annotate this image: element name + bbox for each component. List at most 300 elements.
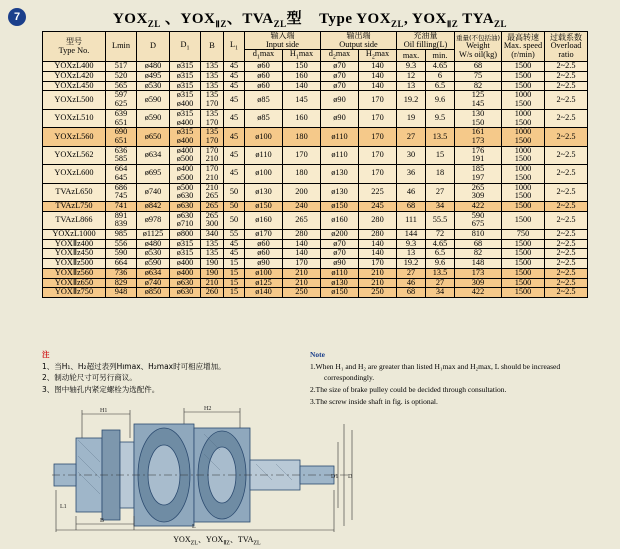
cell-dmax_out: ø70	[321, 62, 359, 72]
cell-speed: 1500	[502, 211, 545, 229]
cell-omax: 68	[397, 288, 426, 298]
cell-h2max: 170	[359, 146, 397, 164]
cell-b: 135	[201, 81, 224, 91]
cell-l1: 50	[224, 211, 245, 229]
cell-b: 210	[201, 278, 224, 288]
cell-d1: ø400 ø500	[170, 165, 201, 183]
cell-d: ø740	[137, 183, 170, 201]
cell-d: ø530	[137, 81, 170, 91]
table-row	[43, 109, 588, 127]
header-row-1	[43, 32, 588, 50]
cell-over: 2~2.5	[545, 268, 588, 278]
cell-h1max: 140	[283, 239, 321, 249]
cell-w: 590 675	[455, 211, 502, 229]
cell-w: 422	[455, 201, 502, 211]
cell-d1: ø315 ø400	[170, 91, 201, 109]
cell-over: 2~2.5	[545, 230, 588, 240]
cell-speed: 1500	[502, 268, 545, 278]
cell-l1: 50	[224, 201, 245, 211]
cell-l1: 15	[224, 259, 245, 269]
note-cn-2: 2、制动轮尺寸可另行商议。	[42, 373, 137, 383]
cell-w: 68	[455, 62, 502, 72]
th-h2max: $H_2\max$	[359, 50, 397, 62]
cell-l1: 45	[224, 146, 245, 164]
th-oil-max: max.	[397, 50, 426, 62]
cell-h2max: 140	[359, 239, 397, 249]
cell-b: 170 210	[201, 165, 224, 183]
cell-speed: 1500	[502, 81, 545, 91]
cell-dmax_in: ø100	[245, 268, 283, 278]
cell-b: 190	[201, 268, 224, 278]
cell-dmax_out: ø150	[321, 201, 359, 211]
cell-dmax_in: ø130	[245, 183, 283, 201]
cell-dmax_out: ø200	[321, 230, 359, 240]
cell-omax: 9.3	[397, 239, 426, 249]
cell-l1: 15	[224, 288, 245, 298]
cell-dmax_out: ø90	[321, 91, 359, 109]
cell-w: 75	[455, 72, 502, 82]
cell-lmin: 690 651	[106, 128, 137, 146]
cell-l1: 50	[224, 183, 245, 201]
cell-speed: 1000 1500	[502, 146, 545, 164]
cell-omin: 27	[426, 278, 455, 288]
cell-h1max: 210	[283, 278, 321, 288]
cell-dmax_out: ø130	[321, 278, 359, 288]
cell-dmax_out: ø70	[321, 239, 359, 249]
cell-over: 2~2.5	[545, 288, 588, 298]
cell-dmax_in: ø160	[245, 211, 283, 229]
cell-lmin: 664	[106, 259, 137, 269]
spec-table	[42, 31, 588, 298]
cell-model: YOXⅡz750	[43, 288, 106, 298]
cell-model: YOXzL600	[43, 165, 106, 183]
cell-d: ø480	[137, 62, 170, 72]
th-speed-unit: (r/min)	[511, 50, 535, 60]
cell-dmax_out: ø70	[321, 72, 359, 82]
cell-h1max: 140	[283, 81, 321, 91]
cell-l1: 45	[224, 239, 245, 249]
cell-model: YOXzL450	[43, 81, 106, 91]
th-model	[43, 32, 106, 62]
cell-omin: 9.5	[426, 109, 455, 127]
cell-omax: 27	[397, 128, 426, 146]
cell-d: ø530	[137, 249, 170, 259]
cell-dmax_in: ø150	[245, 201, 283, 211]
cell-b: 135	[201, 239, 224, 249]
cell-h2max: 170	[359, 165, 397, 183]
th-model-cn: 型号	[66, 36, 82, 46]
cell-dmax_out: ø110	[321, 128, 359, 146]
cell-d: ø978	[137, 211, 170, 229]
cell-model: YOXzL1000	[43, 230, 106, 240]
th-b: B	[201, 32, 224, 62]
cell-over: 2~2.5	[545, 165, 588, 183]
cell-h1max: 180	[283, 165, 321, 183]
note-en-1: 1.When H₁ and H₂ are greater than listed H₁max and H₂max, L should be increased correspondingly.	[310, 361, 561, 383]
cell-omax: 144	[397, 230, 426, 240]
cell-model: YOXzL562	[43, 146, 106, 164]
cell-l1: 45	[224, 128, 245, 146]
cell-over: 2~2.5	[545, 146, 588, 164]
th-input-side	[245, 32, 321, 50]
cell-h2max: 140	[359, 81, 397, 91]
cell-w: 810	[455, 230, 502, 240]
cell-d1: ø315	[170, 81, 201, 91]
cell-d1: ø630 ø710	[170, 211, 201, 229]
cell-model: TVAzL750	[43, 201, 106, 211]
cell-d: ø495	[137, 72, 170, 82]
cell-dmax_in: ø60	[245, 72, 283, 82]
cell-dmax_out: ø150	[321, 288, 359, 298]
cell-d: ø590	[137, 109, 170, 127]
cell-over: 2~2.5	[545, 81, 588, 91]
th-weight	[455, 32, 502, 62]
cell-h1max: 180	[283, 128, 321, 146]
cell-dmax_in: ø85	[245, 91, 283, 109]
cell-h1max: 280	[283, 230, 321, 240]
cell-d1: ø315	[170, 72, 201, 82]
cell-speed: 1500	[502, 259, 545, 269]
figure-caption: $YOX_{ZL}$、$YOX_{ⅡZ}$、$TVA_{ZL}$	[173, 535, 261, 547]
cell-model: YOXzL560	[43, 128, 106, 146]
th-output-en: Output side	[339, 39, 378, 49]
table-row	[43, 268, 588, 278]
cell-w: 265 309	[455, 183, 502, 201]
note-label-en: Note	[310, 350, 325, 359]
cell-omax: 68	[397, 201, 426, 211]
cell-b: 340	[201, 230, 224, 240]
cell-h1max: 150	[283, 62, 321, 72]
cell-dmax_out: ø90	[321, 109, 359, 127]
cell-h1max: 265	[283, 211, 321, 229]
th-d1max: $d_1\max$	[245, 50, 283, 62]
cell-h1max: 210	[283, 268, 321, 278]
cell-speed: 1000 1500	[502, 183, 545, 201]
cell-speed: 1000 1500	[502, 109, 545, 127]
table-row	[43, 288, 588, 298]
cell-lmin: 556	[106, 239, 137, 249]
cell-over: 2~2.5	[545, 128, 588, 146]
table-row	[43, 183, 588, 201]
cell-h1max: 250	[283, 288, 321, 298]
cell-h2max: 210	[359, 278, 397, 288]
label-h1: H1	[100, 408, 108, 414]
cell-h2max: 170	[359, 128, 397, 146]
label-h2: H2	[204, 406, 212, 412]
table-row	[43, 128, 588, 146]
cell-d1: ø630	[170, 288, 201, 298]
cell-w: 173	[455, 268, 502, 278]
cell-speed: 1000 1500	[502, 91, 545, 109]
cell-l1: 45	[224, 165, 245, 183]
cell-h2max: 140	[359, 62, 397, 72]
th-oil-cn: 充油量	[413, 31, 438, 40]
cell-omin: 34	[426, 288, 455, 298]
cell-dmax_out: ø70	[321, 81, 359, 91]
cell-l1: 15	[224, 268, 245, 278]
cell-model: YOXⅡz560	[43, 268, 106, 278]
cell-b: 135	[201, 62, 224, 72]
th-oil-min: min.	[426, 50, 455, 62]
cell-h2max: 170	[359, 91, 397, 109]
cell-omax: 46	[397, 183, 426, 201]
cell-omax: 19.2	[397, 91, 426, 109]
cell-lmin: 565	[106, 81, 137, 91]
cell-w: 185 197	[455, 165, 502, 183]
label-d1: D1	[331, 474, 339, 480]
cell-d1: ø500 ø630	[170, 183, 201, 201]
cell-d1: ø315 ø400	[170, 109, 201, 127]
cell-d1: ø400	[170, 268, 201, 278]
page-title	[0, 7, 620, 30]
cell-h2max: 225	[359, 183, 397, 201]
cell-model: YOXⅡz650	[43, 278, 106, 288]
cell-over: 2~2.5	[545, 201, 588, 211]
cell-d: ø695	[137, 165, 170, 183]
cell-speed: 1500	[502, 239, 545, 249]
cell-b: 260	[201, 288, 224, 298]
cell-h1max: 140	[283, 249, 321, 259]
cell-omin: 72	[426, 230, 455, 240]
cell-dmax_out: ø110	[321, 268, 359, 278]
cell-l1: 45	[224, 72, 245, 82]
cell-lmin: 736	[106, 268, 137, 278]
th-weight-cn: 重量(不包括油)	[455, 33, 501, 42]
cell-lmin: 948	[106, 288, 137, 298]
cell-h1max: 145	[283, 91, 321, 109]
cell-h2max: 280	[359, 211, 397, 229]
cell-omax: 9.3	[397, 62, 426, 72]
cell-d: ø850	[137, 288, 170, 298]
cell-w: 176 191	[455, 146, 502, 164]
table-row	[43, 211, 588, 229]
spec-table-head	[43, 32, 588, 62]
cell-lmin: 517	[106, 62, 137, 72]
cell-d: ø634	[137, 268, 170, 278]
cell-d: ø480	[137, 239, 170, 249]
cell-b: 265	[201, 201, 224, 211]
label-d: D	[348, 474, 353, 480]
cell-omax: 30	[397, 146, 426, 164]
cell-dmax_out: ø70	[321, 249, 359, 259]
cell-dmax_out: ø130	[321, 183, 359, 201]
cell-d: ø842	[137, 201, 170, 211]
cell-d1: ø315	[170, 62, 201, 72]
cell-dmax_in: ø100	[245, 165, 283, 183]
cell-over: 2~2.5	[545, 183, 588, 201]
cell-omin: 55.5	[426, 211, 455, 229]
spec-table-body	[43, 62, 588, 298]
page-number: 7	[8, 8, 26, 26]
cell-omax: 12	[397, 72, 426, 82]
cell-omin: 6	[426, 72, 455, 82]
th-weight-en: Weight	[466, 41, 490, 51]
label-l1: L1	[60, 504, 67, 510]
cell-lmin: 664 645	[106, 165, 137, 183]
cell-omin: 15	[426, 146, 455, 164]
th-overload-cn: 过载系数	[550, 32, 582, 42]
cell-speed: 750	[502, 230, 545, 240]
th-model-en: Type No.	[58, 45, 90, 55]
cell-b: 135 170	[201, 91, 224, 109]
cell-omin: 13.5	[426, 268, 455, 278]
cell-over: 2~2.5	[545, 91, 588, 109]
cell-model: YOXⅡz500	[43, 259, 106, 269]
cell-d1: ø315	[170, 239, 201, 249]
cell-model: TVAzL866	[43, 211, 106, 229]
cell-model: TVAzL650	[43, 183, 106, 201]
cell-h1max: 200	[283, 183, 321, 201]
cell-dmax_in: ø110	[245, 146, 283, 164]
cell-lmin: 597 625	[106, 91, 137, 109]
cell-h1max: 170	[283, 259, 321, 269]
cell-dmax_in: ø60	[245, 239, 283, 249]
table-row	[43, 230, 588, 240]
cell-lmin: 520	[106, 72, 137, 82]
th-d1: $D_1$	[170, 32, 201, 62]
cell-omin: 4.65	[426, 239, 455, 249]
cell-omin: 13.5	[426, 128, 455, 146]
cell-speed: 1000 1500	[502, 128, 545, 146]
cell-over: 2~2.5	[545, 109, 588, 127]
cell-lmin: 590	[106, 249, 137, 259]
table-row	[43, 201, 588, 211]
note-en-2: 2.The size of brake pulley could be decided through consultation.	[310, 384, 507, 394]
cell-dmax_in: ø125	[245, 278, 283, 288]
cell-b: 135	[201, 249, 224, 259]
cell-over: 2~2.5	[545, 239, 588, 249]
cell-l1: 45	[224, 62, 245, 72]
cell-dmax_in: ø170	[245, 230, 283, 240]
cell-omax: 13	[397, 249, 426, 259]
cell-omin: 27	[426, 183, 455, 201]
cell-b: 265 300	[201, 211, 224, 229]
cell-omin: 6.5	[426, 249, 455, 259]
cell-speed: 1500	[502, 249, 545, 259]
cell-l1: 15	[224, 278, 245, 288]
cell-lmin: 639 651	[106, 109, 137, 127]
cell-w: 309	[455, 278, 502, 288]
cell-dmax_in: ø60	[245, 81, 283, 91]
th-d2max: $d_2\max$	[321, 50, 359, 62]
cell-h2max: 170	[359, 259, 397, 269]
cell-speed: 1500	[502, 201, 545, 211]
cell-d1: ø400	[170, 259, 201, 269]
cell-speed: 1500	[502, 62, 545, 72]
cell-omin: 4.65	[426, 62, 455, 72]
cell-l1: 55	[224, 230, 245, 240]
th-h1max: $H_1\max$	[283, 50, 321, 62]
cell-d1: ø630	[170, 278, 201, 288]
cell-d: ø634	[137, 146, 170, 164]
cell-dmax_in: ø85	[245, 109, 283, 127]
cell-w: 82	[455, 81, 502, 91]
cell-model: YOXzL510	[43, 109, 106, 127]
table-row	[43, 146, 588, 164]
note-cn-3: 3、图中轴孔内紧定螺栓为选配件。	[42, 384, 160, 394]
table-row	[43, 259, 588, 269]
cell-h1max: 170	[283, 146, 321, 164]
cell-omax: 111	[397, 211, 426, 229]
cell-w: 148	[455, 259, 502, 269]
cell-dmax_out: ø90	[321, 259, 359, 269]
th-lmin: Lmin	[106, 32, 137, 62]
label-b: B	[100, 518, 105, 524]
th-weight-unit: W/s oil(kg)	[458, 50, 498, 60]
cell-dmax_in: ø60	[245, 249, 283, 259]
cell-d1: ø800	[170, 230, 201, 240]
cell-model: YOXzL420	[43, 72, 106, 82]
cell-h1max: 160	[283, 109, 321, 127]
cell-w: 82	[455, 249, 502, 259]
cell-omax: 19.2	[397, 259, 426, 269]
th-oil-en: Oil filling(L)	[403, 39, 448, 49]
table-row	[43, 91, 588, 109]
cell-speed: 1500	[502, 288, 545, 298]
th-input-cn: 输入端	[270, 31, 295, 40]
th-overload-en: Overload ratio	[550, 41, 582, 60]
cell-w: 422	[455, 288, 502, 298]
cell-dmax_out: ø130	[321, 165, 359, 183]
cell-over: 2~2.5	[545, 278, 588, 288]
cell-l1: 45	[224, 81, 245, 91]
cell-d1: ø400 ø500	[170, 146, 201, 164]
cell-omin: 9.6	[426, 259, 455, 269]
cell-dmax_in: ø100	[245, 128, 283, 146]
cell-l1: 45	[224, 249, 245, 259]
page-title-en: Type $YOX_{ZL}$, $YOX_{ⅡZ}$ $TYA_{ZL}$	[319, 11, 508, 29]
cell-b: 170 210	[201, 146, 224, 164]
th-speed	[502, 32, 545, 62]
cell-dmax_out: ø110	[321, 146, 359, 164]
cell-l1: 45	[224, 91, 245, 109]
cell-over: 2~2.5	[545, 211, 588, 229]
cell-lmin: 741	[106, 201, 137, 211]
cell-lmin: 985	[106, 230, 137, 240]
coupling-drawing	[52, 404, 382, 534]
cell-lmin: 829	[106, 278, 137, 288]
cell-omin: 6.5	[426, 81, 455, 91]
cell-b: 135 170	[201, 109, 224, 127]
cell-h1max: 160	[283, 72, 321, 82]
cell-l1: 45	[224, 109, 245, 127]
cell-lmin: 636 585	[106, 146, 137, 164]
cell-w: 125 145	[455, 91, 502, 109]
cell-speed: 1500	[502, 72, 545, 82]
note-label-cn: 注	[42, 350, 50, 359]
cell-d: ø1125	[137, 230, 170, 240]
cell-h2max: 250	[359, 288, 397, 298]
note-en-3: 3.The screw inside shaft in fig. is optional.	[310, 396, 438, 406]
cell-over: 2~2.5	[545, 249, 588, 259]
cell-model: YOXzL500	[43, 91, 106, 109]
cell-over: 2~2.5	[545, 72, 588, 82]
cell-model: YOXⅡz400	[43, 239, 106, 249]
cell-speed: 1000 1500	[502, 165, 545, 183]
th-l1: $L_1$	[224, 32, 245, 62]
th-output-side	[321, 32, 397, 50]
cell-omin: 18	[426, 165, 455, 183]
cell-dmax_in: ø90	[245, 259, 283, 269]
cell-omax: 27	[397, 268, 426, 278]
cell-h2max: 245	[359, 201, 397, 211]
cell-h2max: 170	[359, 109, 397, 127]
note-cn-1: 1、当H₁、H₂超过表列Hımax、H₂max时可相应增加。	[42, 361, 226, 371]
cell-model: YOXzL400	[43, 62, 106, 72]
cell-w: 68	[455, 239, 502, 249]
cell-h2max: 140	[359, 249, 397, 259]
cell-omin: 34	[426, 201, 455, 211]
